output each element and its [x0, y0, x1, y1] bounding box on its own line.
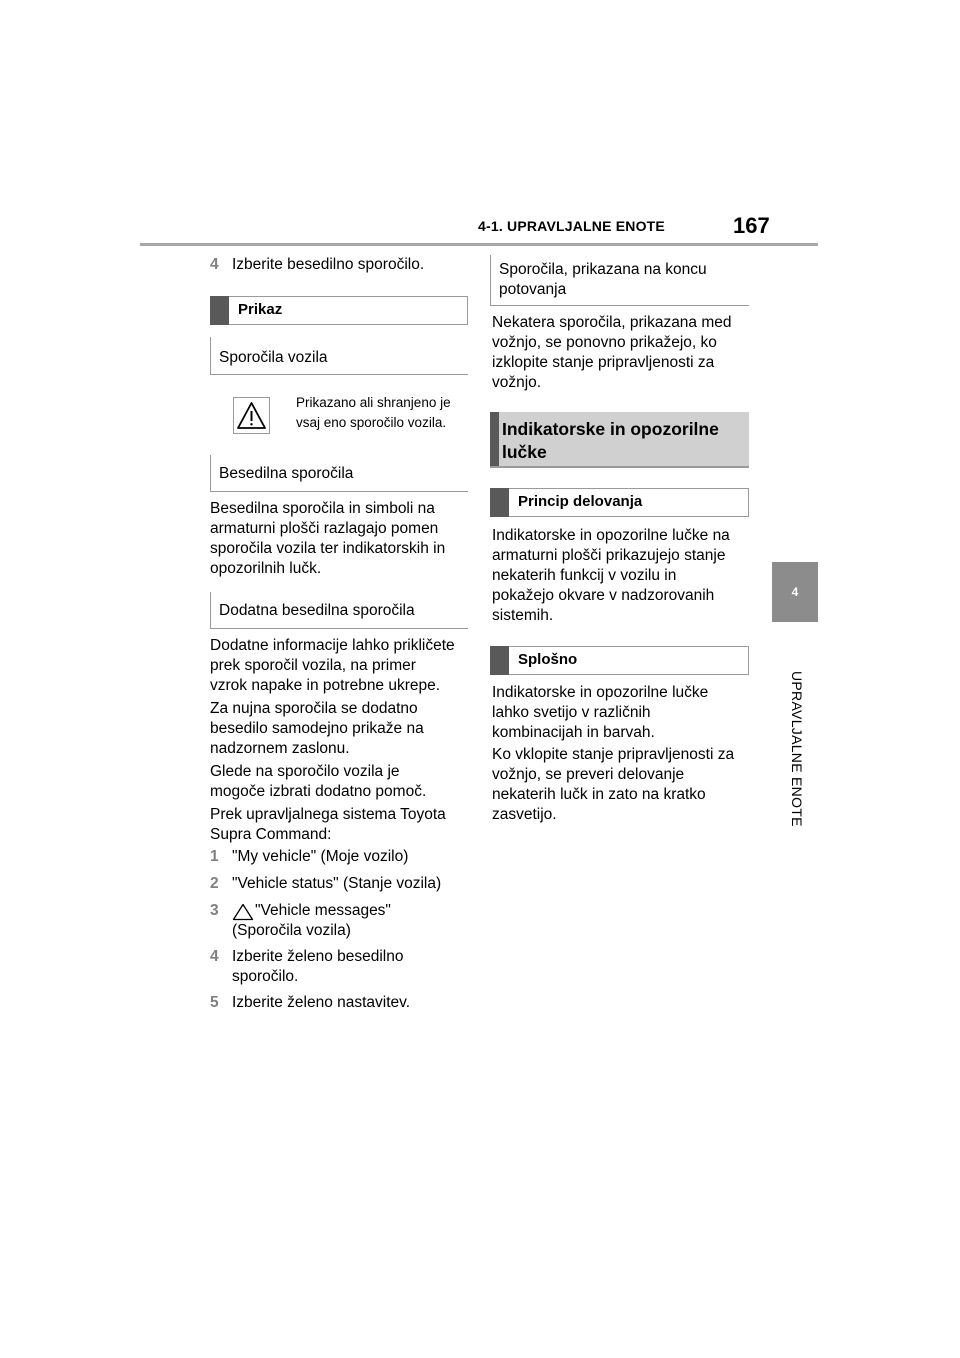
header-rule [140, 243, 818, 246]
text-line: nekaterih funkcij v vozilu in [492, 567, 677, 584]
text-line: Prek upravljalnega sistema Toyota [210, 806, 446, 823]
text-line: lučke [502, 442, 547, 462]
text-line: vzrok napake in potrebne ukrepe. [210, 677, 441, 694]
step-number: 4 [210, 256, 219, 273]
subheading-besedilna-sporocila [210, 455, 468, 492]
step-select-desired-message [210, 947, 470, 987]
text-line: armaturni plošči razlagajo pomen [210, 520, 439, 537]
subheading-label [499, 260, 707, 300]
subheading-dodatna [210, 592, 468, 629]
text-line: nadzornem zaslonu. [210, 740, 350, 757]
step-number: 5 [210, 994, 219, 1011]
heading-box-splosno [490, 646, 749, 675]
step-text: "My vehicle" (Moje vozilo) [232, 848, 409, 865]
page-number: 167 [733, 213, 770, 238]
step-vehicle-status [210, 874, 470, 894]
text-line: Indikatorske in opozorilne [502, 419, 719, 439]
text-line: prek sporočil vozila, na primer [210, 657, 416, 674]
warning-triangle-icon [234, 398, 269, 433]
chapter-side-label: UPRAVLJALNE ENOTE [789, 671, 805, 827]
heading-box-princip [490, 488, 749, 517]
heading-bar [490, 646, 509, 675]
step-my-vehicle [210, 847, 470, 867]
warning-line: vsaj eno sporočilo vozila. [296, 415, 447, 430]
section-heading-label [502, 418, 742, 464]
text-line: Dodatne informacije lahko prikličete [210, 637, 455, 654]
text-line: lahko svetijo v različnih [492, 704, 651, 721]
step-text: "Vehicle messages" [255, 902, 391, 919]
paragraph-nujna [210, 699, 470, 759]
paragraph-glede [210, 762, 470, 802]
text-line: kombinacijah in barvah. [492, 724, 655, 741]
paragraph-dodatne [210, 636, 470, 696]
subheading-sporocila-vozila [210, 337, 468, 375]
heading-bar [210, 296, 229, 325]
heading-label: Splošno [518, 651, 578, 668]
text-line: Besedilna sporočila in simboli na [210, 500, 435, 517]
step-text: "Vehicle status" (Stanje vozila) [232, 875, 442, 892]
section-heading-indikatorske [490, 412, 749, 468]
text-line: izklopite stanje pripravljenosti za [492, 354, 715, 371]
text-line: mogoče izbrati dodatno pomoč. [210, 783, 427, 800]
paragraph-nekatera [492, 313, 754, 393]
step-text: (Sporočila vozila) [232, 922, 351, 939]
heading-bar [490, 488, 509, 517]
text-line: zasvetijo. [492, 806, 557, 823]
text-line: Indikatorske in opozorilne lučke [492, 684, 709, 701]
warning-description [296, 393, 471, 433]
text-line: opozorilnih lučk. [210, 560, 322, 577]
text-line: Supra Command: [210, 826, 332, 843]
step-number: 1 [210, 848, 219, 865]
paragraph-ko-vklopite [492, 745, 754, 825]
text-line: sporočilo. [232, 968, 299, 985]
step-number: 4 [210, 948, 219, 965]
text-line: nekaterih lučk in zato na kratko [492, 786, 706, 803]
subheading-label: Dodatna besedilna sporočila [219, 602, 415, 619]
text-line: Izberite želeno besedilno [232, 948, 404, 965]
step-text: Izberite želeno nastavitev. [232, 994, 411, 1011]
warning-symbol-box [233, 397, 270, 434]
text-line: vožnjo, se ponovno prikažejo, ko [492, 334, 717, 351]
paragraph-indikatorske-2 [492, 683, 754, 743]
step-number: 3 [210, 902, 219, 919]
paragraph-prek [210, 805, 470, 845]
text-line: pokažejo okvare v nadzorovanih [492, 587, 715, 604]
text-line: Za nujna sporočila se dodatno [210, 700, 418, 717]
heading-label: Princip delovanja [518, 493, 643, 510]
text-line: potovanja [499, 281, 567, 298]
text-line: Ko vklopite stanje pripravljenosti za [492, 746, 735, 763]
text-line: sporočila vozila ter indikatorskih in [210, 540, 446, 557]
warning-triangle-icon [232, 903, 254, 921]
text-line: Glede na sporočilo vozila je [210, 763, 400, 780]
step-select-desired-setting [210, 993, 470, 1013]
chapter-tab: 4 [772, 562, 818, 622]
step-vehicle-messages [210, 901, 470, 941]
subheading-koncu-potovanja [490, 255, 749, 306]
text-line: Sporočila, prikazana na koncu [499, 261, 707, 278]
heading-box-prikaz [210, 296, 468, 325]
text-line: sistemih. [492, 607, 554, 624]
text-line: Indikatorske in opozorilne lučke na [492, 527, 730, 544]
running-header-section: 4-1. UPRAVLJALNE ENOTE [478, 218, 665, 234]
text-line: armaturni plošči prikazujejo stanje [492, 547, 726, 564]
text-line: vožnjo, se preveri delovanje [492, 766, 685, 783]
text-line: Nekatera sporočila, prikazana med [492, 314, 732, 331]
text-line: vožnjo. [492, 374, 542, 391]
warning-line: Prikazano ali shranjeno je [296, 395, 451, 410]
subheading-label: Besedilna sporočila [219, 465, 354, 482]
step-number: 2 [210, 875, 219, 892]
step-select-text-message [210, 255, 470, 275]
step-text: Izberite besedilno sporočilo. [232, 256, 425, 273]
step-text [232, 947, 462, 987]
heading-bar [490, 412, 499, 466]
paragraph-besedilna [210, 499, 470, 579]
subheading-label: Sporočila vozila [219, 349, 328, 366]
paragraph-indikatorske-1 [492, 526, 754, 626]
text-line: besedilo samodejno prikaže na [210, 720, 424, 737]
heading-label: Prikaz [238, 301, 283, 318]
